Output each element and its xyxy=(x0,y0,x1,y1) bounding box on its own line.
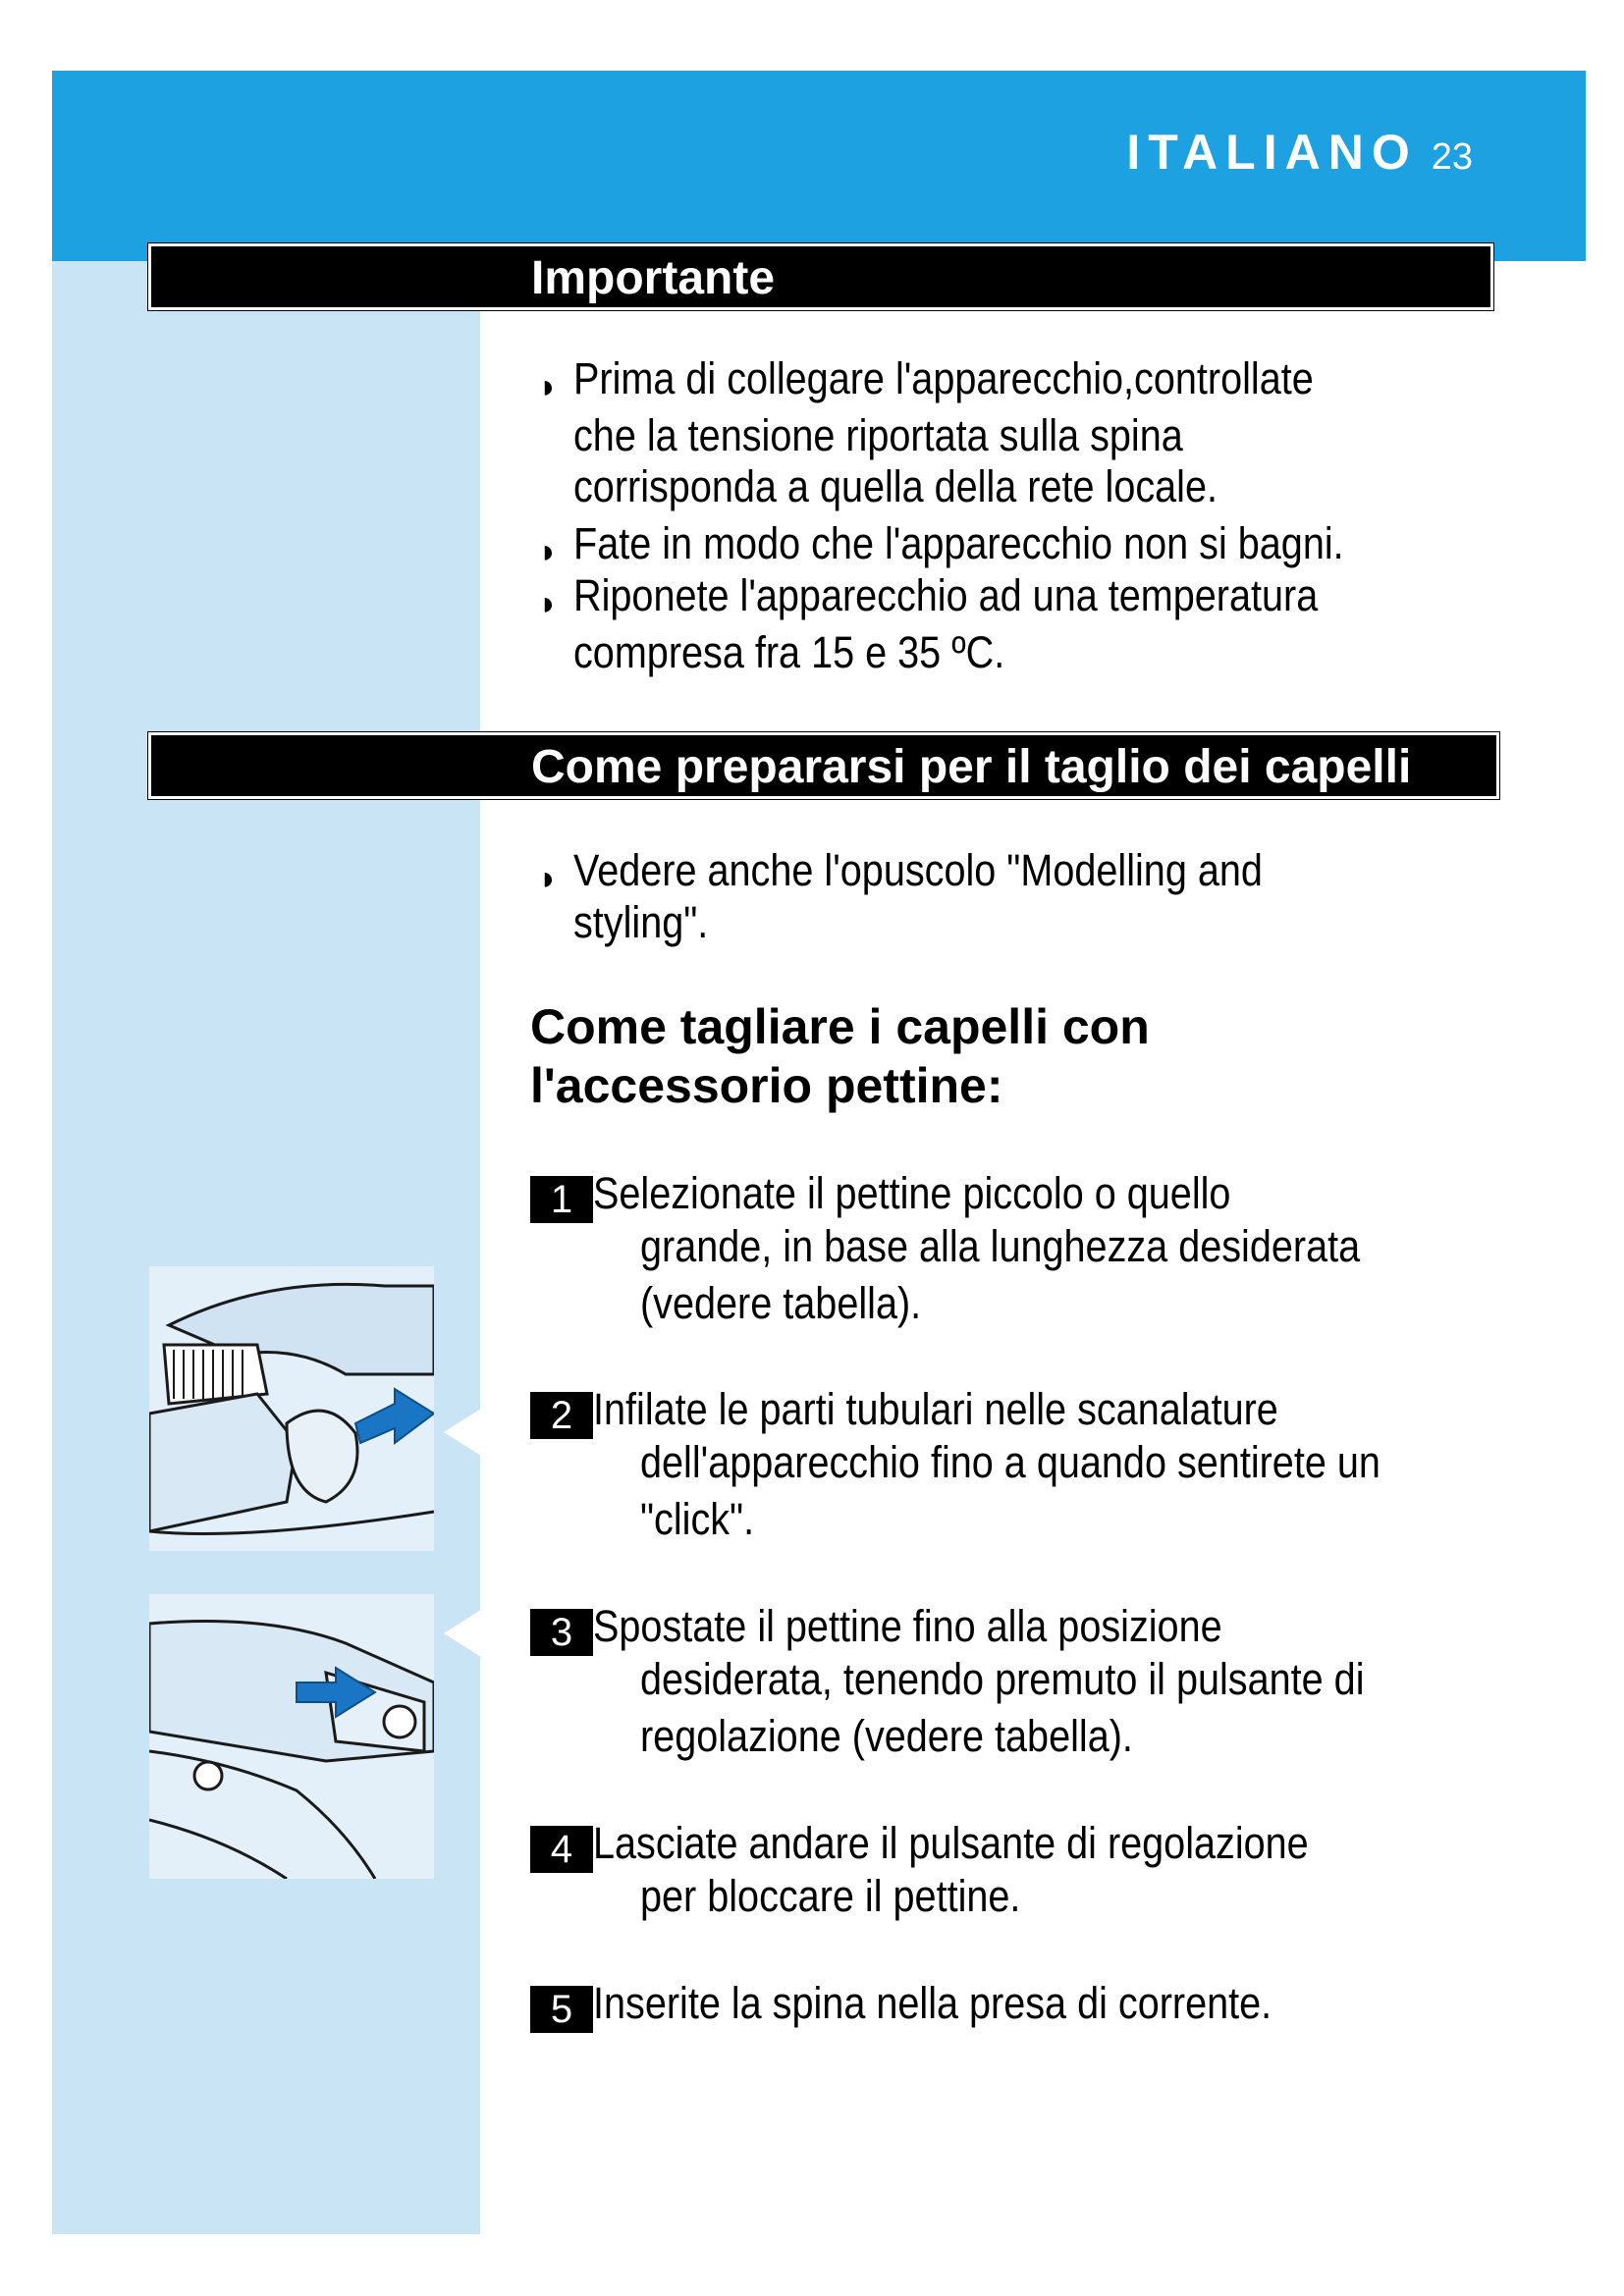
subsection-heading xyxy=(530,997,1150,1115)
step-text: regolazione (vedere tabella). xyxy=(640,1711,1133,1761)
subsection-heading-line: l'accessorio pettine: xyxy=(530,1058,1003,1113)
section-title: Importante xyxy=(531,252,776,304)
trimmer-adjust-drawing xyxy=(149,1594,434,1879)
step-text: Inserite la spina nella presa di corrente. xyxy=(593,1978,1272,2028)
bullet-icon: ◗ xyxy=(538,860,559,897)
step-number-badge: 5 xyxy=(530,1986,593,2033)
bullet-icon: ◗ xyxy=(538,368,559,405)
illustration-attach-comb xyxy=(149,1266,434,1551)
illustration-pointer xyxy=(444,1596,503,1671)
step-text: Lasciate andare il pulsante di regolazione xyxy=(593,1818,1309,1868)
bullet-text: styling". xyxy=(573,897,709,947)
step-number-badge: 1 xyxy=(530,1176,593,1223)
step-text: desiderata, tenendo premuto il pulsante di xyxy=(640,1654,1365,1704)
subsection-heading-line: Come tagliare i capelli con xyxy=(530,999,1150,1054)
bullet-icon: ◗ xyxy=(538,533,559,570)
page-header xyxy=(1126,124,1473,181)
step-text: grande, in base alla lunghezza desiderata xyxy=(640,1221,1361,1271)
section-title: Come prepararsi per il taglio dei capelli xyxy=(531,741,1412,793)
section-bar-importante xyxy=(148,243,1493,310)
bullet-text: Riponete l'apparecchio ad una temperatura xyxy=(573,570,1319,620)
page-number: 23 xyxy=(1431,136,1473,178)
step-text: "click". xyxy=(640,1494,755,1544)
step-number-badge: 3 xyxy=(530,1609,593,1656)
step-text: dell'apparecchio fino a quando sentirete un xyxy=(640,1437,1380,1487)
step-number-badge: 4 xyxy=(530,1826,593,1873)
step-text: (vedere tabella). xyxy=(640,1278,922,1328)
bullet-text: compresa fra 15 e 35 ºC. xyxy=(573,627,1005,677)
side-margin-band xyxy=(52,261,480,2234)
illustration-pointer xyxy=(444,1395,503,1469)
illustration-adjust-comb xyxy=(149,1594,434,1879)
bullet-text: Prima di collegare l'apparecchio,controllate xyxy=(573,353,1314,403)
step-text: Infilate le parti tubulari nelle scanalature xyxy=(593,1384,1278,1434)
bullet-text: corrisponda a quella della rete locale. xyxy=(573,461,1218,511)
step-text: Spostate il pettine fino alla posizione xyxy=(593,1601,1222,1651)
step-text: Selezionate il pettine piccolo o quello xyxy=(593,1168,1231,1218)
bullet-icon: ◗ xyxy=(538,585,559,622)
language-label: ITALIANO xyxy=(1126,125,1418,180)
section-bar-preparation xyxy=(148,732,1499,799)
trimmer-comb-attach-drawing xyxy=(149,1266,434,1551)
step-number-badge: 2 xyxy=(530,1392,593,1439)
bullet-text: che la tensione riportata sulla spina xyxy=(573,410,1183,460)
bullet-text: Fate in modo che l'apparecchio non si bagni. xyxy=(573,518,1344,568)
bullet-text: Vedere anche l'opuscolo "Modelling and xyxy=(573,845,1263,895)
step-text: per bloccare il pettine. xyxy=(640,1871,1021,1921)
